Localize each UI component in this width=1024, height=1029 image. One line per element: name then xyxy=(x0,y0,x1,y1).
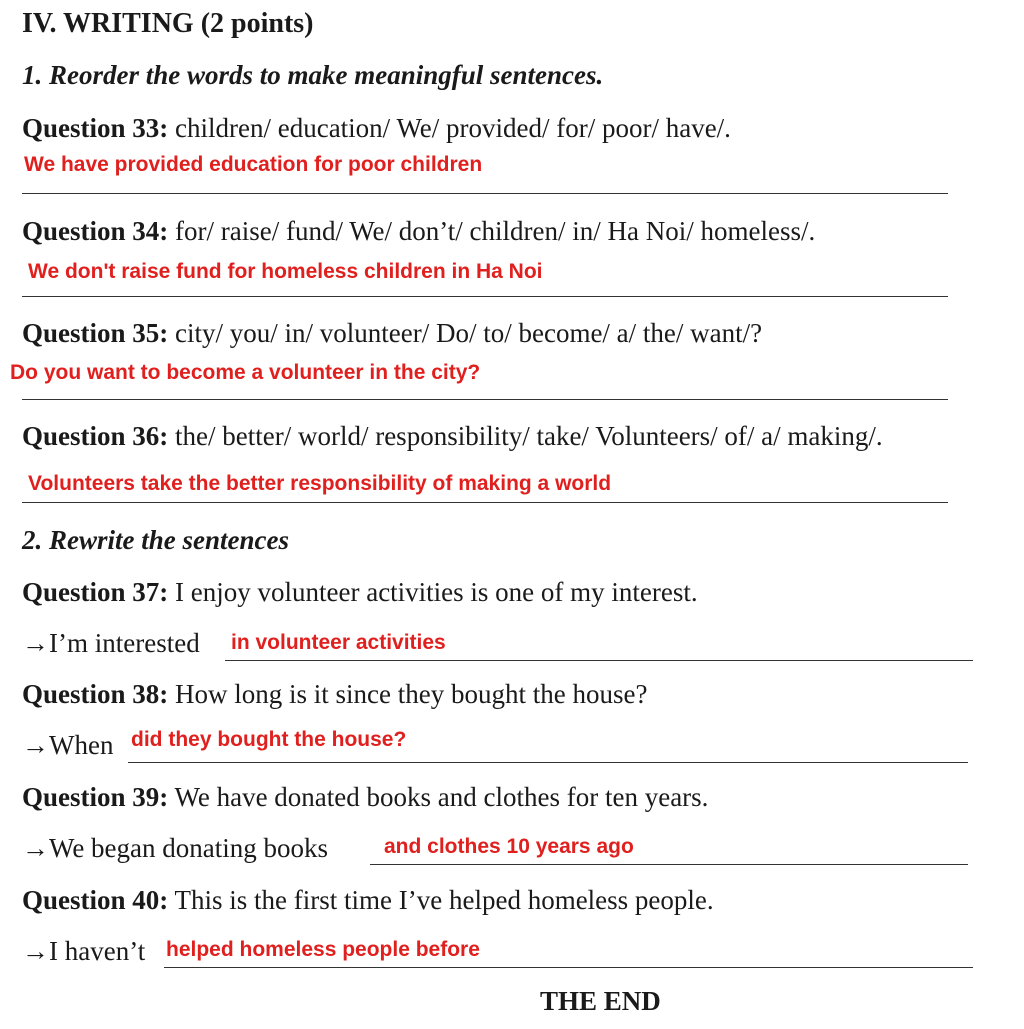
question-37 xyxy=(22,577,698,608)
answer-35: Do you want to become a volunteer in the city? xyxy=(10,361,481,384)
question-40 xyxy=(22,885,714,916)
answer-line-39 xyxy=(370,864,968,865)
answer-line-38 xyxy=(128,762,968,763)
section-title: IV. WRITING (2 points) xyxy=(22,8,314,39)
answer-line-34 xyxy=(22,296,948,297)
question-36 xyxy=(22,421,883,452)
answer-line-40 xyxy=(164,967,973,968)
answer-line-33 xyxy=(22,193,948,194)
question-37-prompt: I enjoy volunteer activities is one of my interest. xyxy=(175,577,698,607)
question-39-label: Question 39: xyxy=(22,782,169,812)
end-text: THE END xyxy=(540,986,661,1016)
stem-37: →I’m interested xyxy=(22,628,200,658)
question-39-prompt: We have donated books and clothes for ten years. xyxy=(174,782,709,812)
stem-40: →I haven’t xyxy=(22,936,146,966)
stem-39: →We began donating books xyxy=(22,833,329,863)
question-37-label: Question 37: xyxy=(22,577,169,607)
answer-36: Volunteers take the better responsibility of making a world xyxy=(28,472,612,495)
question-36-prompt: the/ better/ world/ responsibility/ take/ Volunteers/ of/ a/ making/. xyxy=(175,421,883,451)
question-35 xyxy=(22,318,762,349)
answer-39: and clothes 10 years ago xyxy=(384,835,634,858)
question-33-prompt: children/ education/ We/ provided/ for/ poor/ have/. xyxy=(175,113,731,143)
answer-line-37 xyxy=(225,660,973,661)
question-35-prompt: city/ you/ in/ volunteer/ Do/ to/ become/ a/ the/ want/? xyxy=(175,318,763,348)
answer-40: helped homeless people before xyxy=(166,938,480,961)
question-34-prompt: for/ raise/ fund/ We/ don’t/ children/ in/ Ha Noi/ homeless/. xyxy=(175,216,816,246)
part1-title: 1. Reorder the words to make meaningful sentences. xyxy=(22,60,604,90)
question-35-label: Question 35: xyxy=(22,318,169,348)
answer-line-36 xyxy=(22,502,948,503)
question-40-prompt: This is the first time I’ve helped homeless people. xyxy=(174,885,714,915)
stem-38: →When xyxy=(22,730,114,760)
question-33 xyxy=(22,113,731,144)
answer-38: did they bought the house? xyxy=(131,728,407,751)
answer-37: in volunteer activities xyxy=(231,631,446,654)
question-36-label: Question 36: xyxy=(22,421,169,451)
answer-line-35 xyxy=(22,399,948,400)
answer-34: We don't raise fund for homeless children in Ha Noi xyxy=(28,260,543,283)
question-38 xyxy=(22,679,647,710)
question-38-label: Question 38: xyxy=(22,679,169,709)
answer-33: We have provided education for poor children xyxy=(24,153,483,176)
question-38-prompt: How long is it since they bought the house? xyxy=(175,679,648,709)
part2-title: 2. Rewrite the sentences xyxy=(22,525,289,555)
question-34 xyxy=(22,216,815,247)
question-33-label: Question 33: xyxy=(22,113,169,143)
question-34-label: Question 34: xyxy=(22,216,169,246)
question-40-label: Question 40: xyxy=(22,885,169,915)
question-39 xyxy=(22,782,708,813)
